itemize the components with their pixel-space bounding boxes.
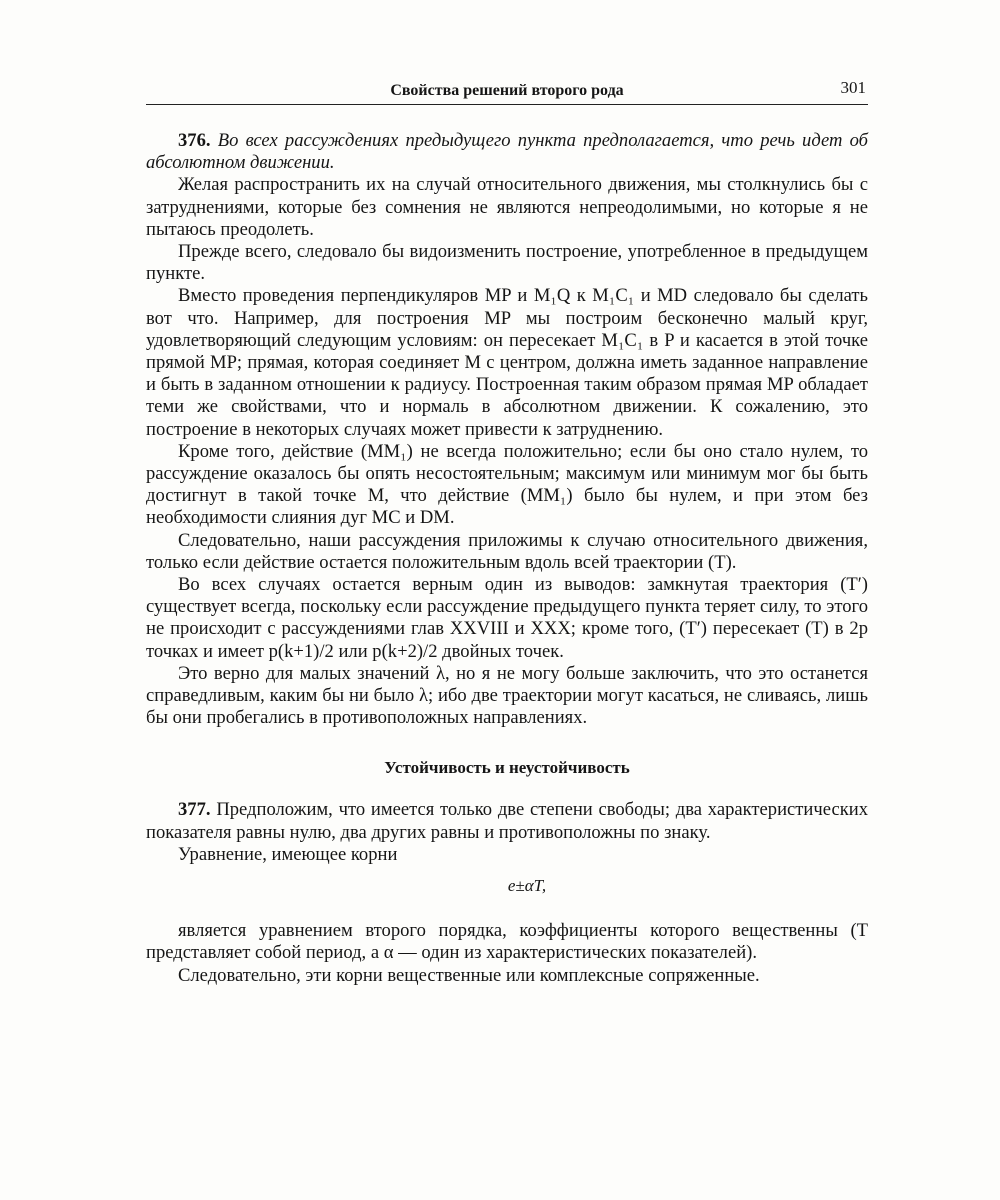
formula-roots: e±αT, [507, 876, 547, 896]
paragraph-377-1 [146, 799, 868, 843]
paragraph-376-6: Во всех случаях остается верным один из выводов: замкнутая траектория (T′) существует всегда, поскольку если рассуждение предыдущего пункта теряет силу, то этого не происходит с рассуждениями глав XXVIII и XXX; кроме того, (T′) пересекает (T) в 2p точках и имеет p(k+1)/2 или p(k+2)/2 двойных точек. [146, 574, 868, 662]
paragraph-376-3: Вместо проведения перпендикуляров MP и M₁Q к M₁C₁ и MD следовало бы сделать вот что. Например, для построения MP мы построим бесконечно малый круг, удовлетворяющий следующим условиям: он пересекает M₁C₁ в P и касается в этой точке прямой MP; прямая, которая соединяет M с центром, должна иметь заданное направление и быть в заданном отношении к радиусу. Построенная таким образом прямая MP обладает теми же свойствами, что и нормаль в абсолютном движении. К сожалению, это построение в некоторых случаях может привести к затруднению. [146, 285, 868, 440]
paragraph-377-1-text: Предположим, что имеется только две степени свободы; два характеристических показателя равны нулю, два других равны и противоположны по знаку. [146, 799, 868, 843]
paragraph-376-1: Желая распространить их на случай относительного движения, мы столкнулись бы с затруднениями, которые без сомнения не являются непреодолимыми, но которые я не пытаюсь преодолеть. [146, 174, 868, 240]
paragraph-377-2: Уравнение, имеющее корни [178, 843, 398, 865]
paragraph-377-3: является уравнением второго порядка, коэффициенты которого вещественны (T представляет собой период, а α — один из характеристических показателей). [146, 920, 868, 964]
section-heading: Устойчивость и неустойчивость [384, 758, 630, 778]
intro-italic-376: Во всех рассуждениях предыдущего пункта предполагается, что речь идет об абсолютном движении. [146, 130, 868, 174]
page-body [146, 130, 868, 987]
page-number: 301 [840, 78, 866, 97]
section-number-377: 377. [178, 799, 211, 821]
section-number-376: 376. [178, 130, 211, 151]
paragraph-376-2: Прежде всего, следовало бы видоизменить построение, употребленное в предыдущем пункте. [146, 241, 868, 285]
paragraph-376-intro [146, 130, 868, 174]
running-title: Свойства решений второго рода [390, 82, 624, 99]
paragraph-377-4: Следовательно, эти корни вещественные или комплексные сопряженные. [178, 964, 760, 986]
paragraph-376-5: Следовательно, наши рассуждения приложимы к случаю относительного движения, только если действие остается положительным вдоль всей траектории (T). [146, 529, 868, 573]
paragraph-376-7: Это верно для малых значений λ, но я не могу больше заключить, что это останется справедливым, каким бы ни было λ; ибо две траектории могут касаться, не сливаясь, лишь бы они пробегались в противоположных направлениях. [146, 662, 868, 729]
running-head [146, 76, 868, 105]
paragraph-376-4: Кроме того, действие (MM₁) не всегда положительно; если бы оно стало нулем, то рассуждение оказалось бы опять несостоятельным; максимум или минимум мог бы быть достигнут в такой точке M, что действие (MM₁) было бы нулем, и при этом без необходимости слияния дуг MC и DM. [146, 440, 868, 529]
